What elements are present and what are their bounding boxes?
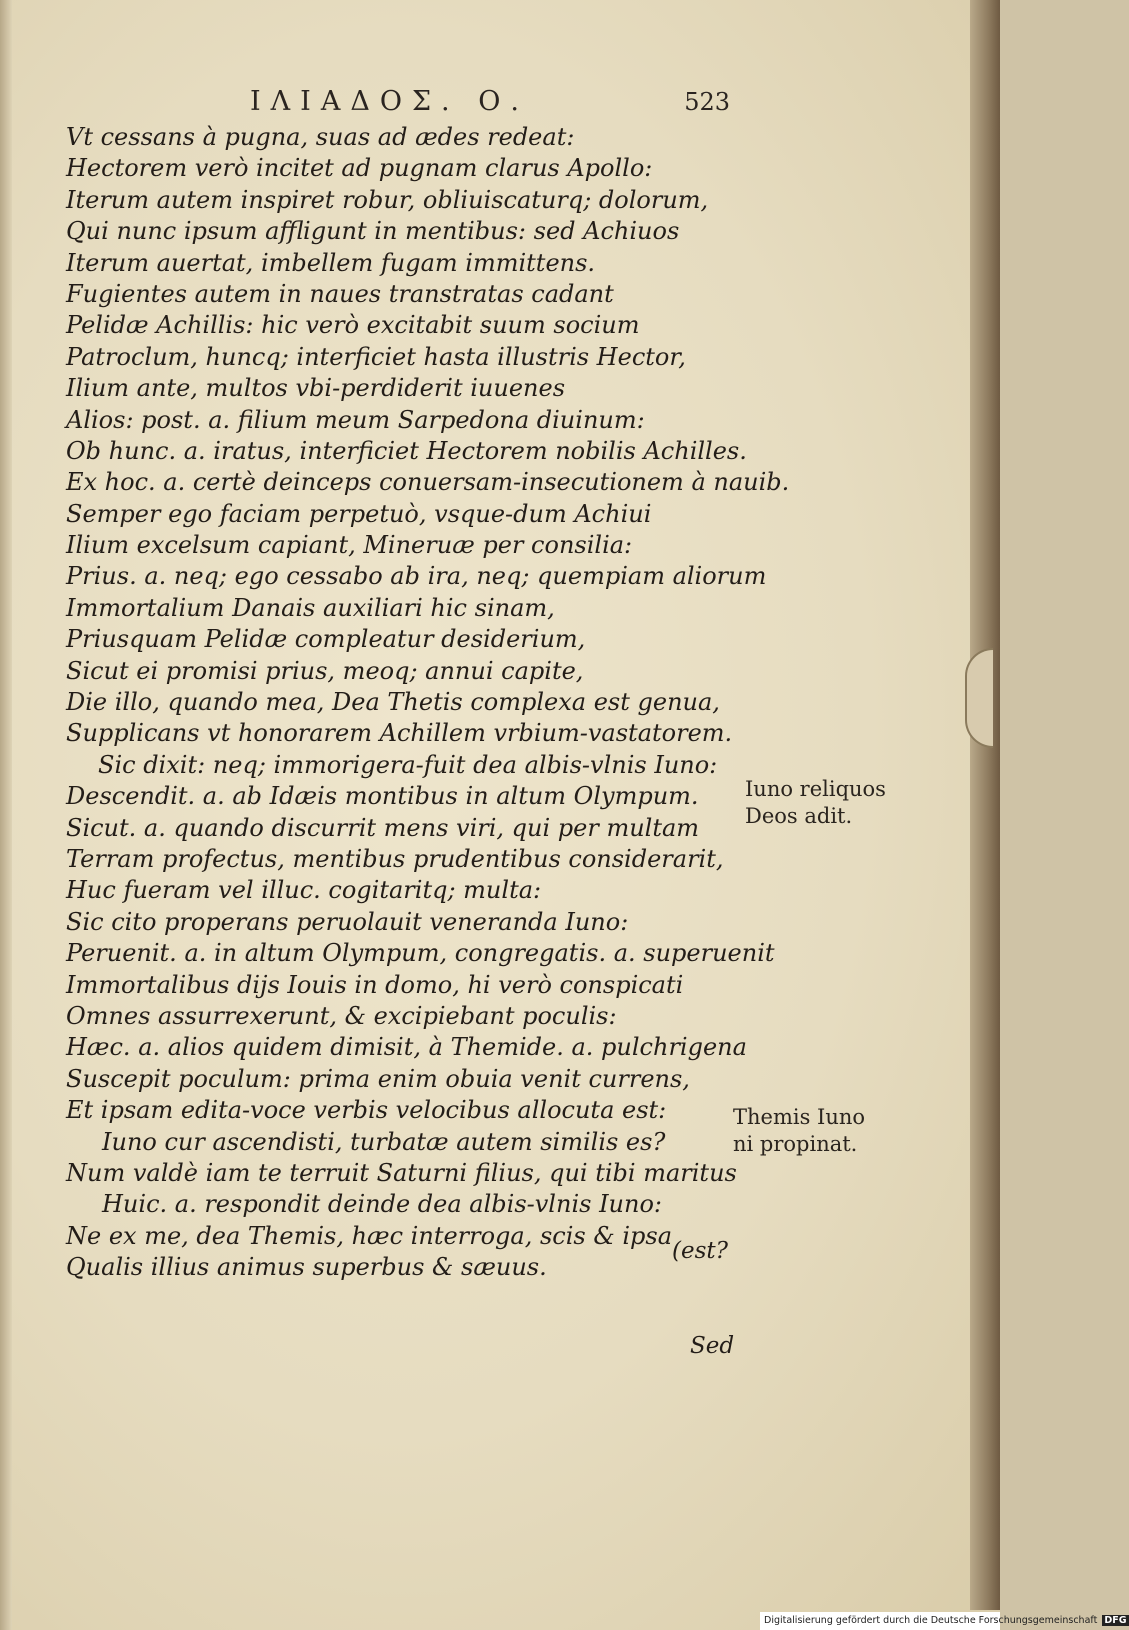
verse-line: Sic dixit: neq; immorigera-fuit dea albis-vlnis Iuno: (98, 750, 718, 779)
running-head: ΙΛΙΑΔΟΣ. Ο. (250, 86, 529, 117)
digitization-footer (760, 1612, 1127, 1630)
verse-line: Sicut. a. quando discurrit mens viri, qui per multam (66, 813, 700, 842)
verse-line: Suscepit poculum: prima enim obuia venit currens, (66, 1064, 690, 1093)
verse-line: Descendit. a. ab Idæis montibus in altum Olympum. (66, 782, 699, 811)
verse-line: Die illo, quando mea, Dea Thetis complexa est genua, (66, 688, 720, 717)
page-header (250, 86, 730, 126)
verse-line: Qui nunc ipsum affligunt in mentibus: sed Achiuos (66, 217, 680, 246)
overflow-word: (est? (672, 1238, 728, 1264)
verse-line: Qualis illius animus superbus & sæuus. (66, 1253, 547, 1282)
verse-line: Immortalium Danais auxiliari hic sinam, (66, 593, 555, 622)
verse-line: Alios: post. a. filium meum Sarpedona diuinum: (66, 405, 645, 434)
verse-line: Sic cito properans peruolauit veneranda Iuno: (66, 907, 629, 936)
verse-line: Hæc. a. alios quidem dimisit, à Themide. a. pulchrigena (66, 1033, 747, 1062)
marginal-note-line: Deos adit. (745, 804, 853, 828)
page-edge (970, 0, 1000, 1610)
verse-line: Huic. a. respondit deinde dea albis-vlnis Iuno: (102, 1190, 662, 1219)
verse-line: Huc fueram vel illuc. cogitaritq; multa: (66, 876, 542, 905)
bleed-through-text (710, 40, 950, 1400)
verse-line: Priusquam Pelidæ compleatur desiderium, (66, 625, 586, 654)
verse-line: Et ipsam edita-voce verbis velocibus allocuta est: (66, 1096, 667, 1125)
verse-line: Peruenit. a. in altum Olympum, congregatis. a. superuenit (66, 939, 775, 968)
verse-line: Num valdè iam te terruit Saturni filius, qui tibi maritus (66, 1158, 737, 1187)
page-number: 523 (684, 88, 730, 116)
marginal-note-line: ni propinat. (733, 1132, 858, 1156)
marginal-note (733, 1104, 865, 1158)
verse-line: Sicut ei promisi prius, meoq; annui capite, (66, 656, 584, 685)
dfg-logo: DFG (1104, 1615, 1127, 1626)
verse-line: Semper ego faciam perpetuò, vsque-dum Achiui (66, 499, 652, 528)
verse-line: Ob hunc. a. iratus, interficiet Hectorem nobilis Achilles. (66, 436, 747, 465)
verse-line: Prius. a. neq; ego cessabo ab ira, neq; quempiam aliorum (66, 562, 767, 591)
verse-line: Patroclum, huncq; interficiet hasta illustris Hector, (66, 342, 686, 371)
verse-line: Iterum autem inspiret robur, obliuiscaturq; dolorum, (66, 185, 709, 214)
verse-line: Terram profectus, mentibus prudentibus considerarit, (66, 844, 724, 873)
footer-text: Digitalisierung gefördert durch die Deutsche Forschungsgemeinschaft (764, 1615, 1098, 1626)
marginal-note-line: Iuno reliquos (745, 777, 886, 801)
verse-line: Hectorem verò incitet ad pugnam clarus Apollo: (66, 154, 653, 183)
verse-text (66, 122, 790, 1283)
verse-line: Pelidæ Achillis: hic verò excitabit suum socium (66, 311, 640, 340)
verse-line: Ilium excelsum capiant, Mineruæ per consilia: (66, 531, 633, 560)
marginal-note (745, 776, 886, 830)
verse-line: Iuno cur ascendisti, turbatæ autem similis es? (102, 1127, 666, 1156)
page-gutter (0, 0, 12, 1630)
verse-line: Ilium ante, multos vbi-perdiderit iuuenes (66, 374, 566, 403)
verse-line: Immortalibus dijs Iouis in domo, hi verò conspicati (66, 970, 684, 999)
verse-line: Iterum auertat, imbellem fugam immittens. (66, 248, 596, 277)
clasp-tab (965, 648, 993, 748)
verse-line: Vt cessans à pugna, suas ad ædes redeat: (66, 123, 575, 151)
verse-line: Ne ex me, dea Themis, hæc interroga, scis & ipsa (66, 1221, 673, 1250)
verse-line: Omnes assurrexerunt, & excipiebant poculis: (66, 1001, 617, 1030)
catchword: Sed (690, 1333, 735, 1359)
verse-line: Ex hoc. a. certè deinceps conuersam-insecutionem à nauib. (66, 468, 790, 497)
verse-line: Fugientes autem in naues transtratas cadant (66, 279, 614, 308)
marginal-note-line: Themis Iuno (733, 1105, 866, 1129)
verse-line: Supplicans vt honorarem Achillem vrbium-vastatorem. (66, 719, 733, 748)
